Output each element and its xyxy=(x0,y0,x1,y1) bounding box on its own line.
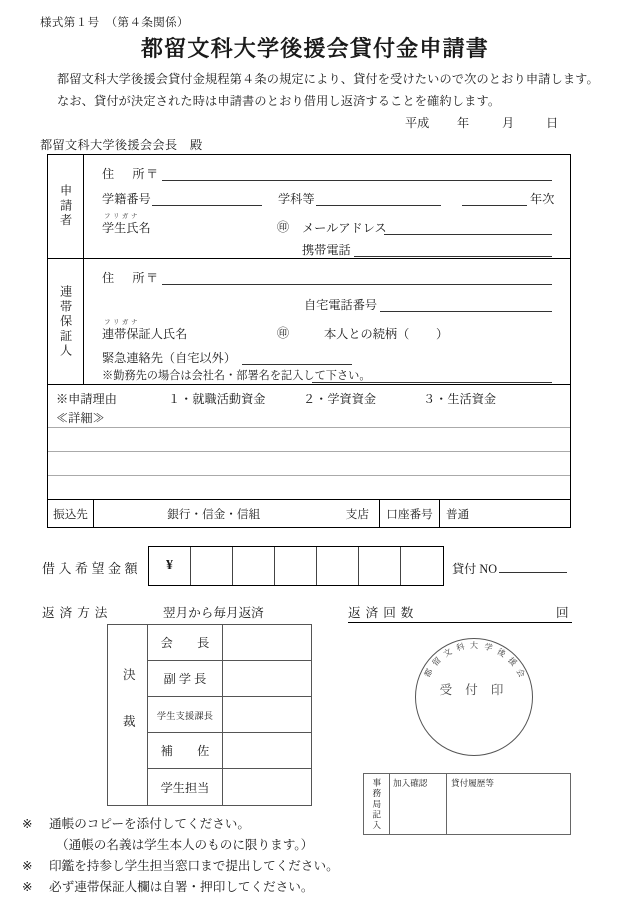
detail-write-line[interactable] xyxy=(48,427,570,451)
applicant-student-no-input[interactable] xyxy=(152,205,262,206)
reason-option-3[interactable]: ３・生活資金 xyxy=(423,392,497,406)
office-loan-history-label: 貸付履歴等 xyxy=(451,778,494,788)
office-membership-check-label: 加入確認 xyxy=(393,778,428,788)
amount-digit-cell[interactable] xyxy=(233,547,275,585)
table-row xyxy=(148,697,311,733)
note-item xyxy=(22,876,339,897)
approval-table-label-cell xyxy=(108,625,148,805)
table-row xyxy=(148,661,311,697)
repayment-count-unit: 回 xyxy=(556,606,569,620)
note-text: 印鑑を持参し学生担当窓口まで提出してください。 xyxy=(49,859,339,873)
stamp-arc-char: 文 xyxy=(441,646,454,659)
office-label-cell xyxy=(364,774,390,834)
bank-name-cell[interactable] xyxy=(94,500,380,527)
applicant-seal-icon: ㊞ xyxy=(277,220,290,234)
detail-write-line[interactable] xyxy=(48,451,570,475)
applicant-department-input[interactable] xyxy=(316,205,441,206)
table-row xyxy=(148,769,311,805)
approval-table xyxy=(107,624,312,806)
approval-role-student-support-chief: 学生支援課長 xyxy=(148,697,223,732)
note-mark-icon: ※ xyxy=(22,880,33,894)
applicant-mobile-input[interactable] xyxy=(354,256,552,257)
loan-no-field xyxy=(452,560,567,577)
applicant-email-input[interactable] xyxy=(384,234,552,235)
loan-amount-grid[interactable] xyxy=(148,546,444,586)
table-row xyxy=(148,625,311,661)
form-number: 様式第１号 （第４条関係） xyxy=(40,17,189,29)
bank-types-label: 銀行・信金・信組 xyxy=(167,508,261,521)
repayment-count-input[interactable] xyxy=(348,622,572,623)
stamp-center-text: 受 付 印 xyxy=(439,683,509,697)
applicant-student-no-label: 学籍番号 xyxy=(102,192,151,206)
approval-table-label: 決裁 xyxy=(120,668,135,762)
applicant-section xyxy=(48,155,570,259)
approval-rows xyxy=(148,625,311,805)
approval-stamp-area[interactable] xyxy=(223,733,311,768)
reason-section xyxy=(48,385,570,427)
guarantor-emergency-label: 緊急連絡先（自宅以外） xyxy=(102,351,237,365)
page-title: 都留文科大学後援会貸付金申請書 xyxy=(140,36,489,61)
main-form-table xyxy=(47,154,571,528)
stamp-arc-char: 科 xyxy=(454,641,466,653)
detail-write-line[interactable] xyxy=(48,475,570,499)
repayment-count-label: 返済回数 xyxy=(348,606,419,620)
bank-transfer-row xyxy=(48,499,570,527)
approval-stamp-area[interactable] xyxy=(223,661,311,696)
guarantor-address-label: 住 所 xyxy=(102,271,148,285)
guarantor-relation-close: ） xyxy=(436,327,449,341)
repayment-method-label: 返済方法 xyxy=(42,606,113,620)
guarantor-name-label: 連帯保証人氏名 xyxy=(102,327,188,341)
office-use-table xyxy=(363,773,571,835)
guarantor-name-furigana-label: フリガナ xyxy=(104,319,141,326)
applicant-section-label: 申請者 xyxy=(58,184,73,229)
reception-stamp xyxy=(415,638,533,756)
approval-role-student-affairs: 学生担当 xyxy=(148,769,223,805)
note-mark-icon: ※ xyxy=(22,859,33,873)
repayment-method-value: 翌月から毎月返済 xyxy=(163,606,264,620)
account-type-cell[interactable]: 普通 xyxy=(446,507,470,521)
reason-option-1[interactable]: １・就職活動資金 xyxy=(168,392,266,406)
currency-symbol: ¥ xyxy=(149,547,191,585)
bank-branch-label: 支店 xyxy=(345,508,369,521)
approval-stamp-area[interactable] xyxy=(223,625,311,660)
stamp-arc-char: 都 xyxy=(422,666,434,679)
office-label: 事務局記入 xyxy=(371,777,382,831)
note-text: 通帳のコピーを添付してください。 xyxy=(49,817,250,831)
approval-stamp-area[interactable] xyxy=(223,697,311,732)
guarantor-section-label: 連帯保証人 xyxy=(58,284,73,359)
guarantor-emergency-input[interactable] xyxy=(242,364,352,365)
guarantor-relation-label: 本人との続柄（ xyxy=(324,327,410,341)
date-era-label: 平成 xyxy=(405,116,430,130)
stamp-arc-char: 援 xyxy=(505,655,518,668)
office-loan-history-cell[interactable] xyxy=(447,774,570,834)
table-row xyxy=(148,733,311,769)
applicant-name-label: 学生氏名 xyxy=(102,221,151,235)
note-text: （通帳の名義は学生本人のものに限ります。） xyxy=(56,838,314,852)
reason-title: ※申請理由 xyxy=(56,392,117,406)
intro-paragraph-line1: 都留文科大学後援会貸付金規程第４条の規定により、貸付を受けたいので次のとおり申請します。 xyxy=(57,72,599,86)
applicant-fields xyxy=(84,155,570,258)
guarantor-address-input[interactable] xyxy=(162,284,552,285)
applicant-year-input[interactable] xyxy=(462,205,527,206)
applicant-year-label: 年次 xyxy=(530,192,555,206)
addressee: 都留文科大学後援会会長 殿 xyxy=(40,138,203,152)
guarantor-fields xyxy=(84,259,570,384)
account-no-label: 口座番号 xyxy=(380,500,440,527)
applicant-mobile-label: 携帯電話 xyxy=(302,243,351,257)
guarantor-postal-mark-icon: 〒 xyxy=(146,271,159,285)
loan-no-label: 貸付 NO xyxy=(452,562,498,576)
detail-label: ≪詳細≫ xyxy=(56,411,105,425)
loan-amount-label: 借入希望金額 xyxy=(42,561,142,576)
amount-digit-cell[interactable] xyxy=(191,547,233,585)
applicant-address-input[interactable] xyxy=(162,180,552,181)
guarantor-home-phone-input[interactable] xyxy=(380,311,552,312)
date-month-label: 月 xyxy=(502,116,515,130)
stamp-arc-char: 後 xyxy=(494,646,507,659)
note-item xyxy=(22,813,339,834)
note-item xyxy=(22,855,339,876)
approval-role-vice-president: 副 学 長 xyxy=(148,661,223,696)
guarantor-seal-icon: ㊞ xyxy=(277,326,290,340)
applicant-section-label-cell xyxy=(48,155,84,258)
guarantor-section xyxy=(48,259,570,385)
note-text: 必ず連帯保証人欄は自署・押印してください。 xyxy=(49,880,314,894)
note-item xyxy=(22,834,339,855)
approval-role-chairman: 会 長 xyxy=(148,625,223,660)
applicant-address-label: 住 所 xyxy=(102,167,148,181)
amount-digit-cell[interactable] xyxy=(401,547,443,585)
date-line xyxy=(405,114,558,131)
amount-digit-cell[interactable] xyxy=(359,547,401,585)
applicant-email-label: メールアドレス xyxy=(302,221,387,235)
approval-role-assistant: 補 佐 xyxy=(148,733,223,768)
office-membership-check-cell[interactable] xyxy=(390,774,447,834)
reason-option-2[interactable]: ２・学資資金 xyxy=(303,392,377,406)
intro-paragraph-line2: なお、貸付が決定された時は申請書のとおり借用し返済することを確約します。 xyxy=(57,94,501,108)
approval-stamp-area[interactable] xyxy=(223,769,311,805)
footer-notes xyxy=(22,813,339,897)
guarantor-section-label-cell xyxy=(48,259,84,384)
note-mark-icon: ※ xyxy=(22,817,33,831)
applicant-name-furigana-label: フリガナ xyxy=(104,213,141,220)
guarantor-workplace-input[interactable] xyxy=(312,382,552,383)
guarantor-home-phone-label: 自宅電話番号 xyxy=(304,298,378,312)
bank-label: 振込先 xyxy=(48,500,94,527)
date-year-label: 年 xyxy=(457,116,470,130)
amount-digit-cell[interactable] xyxy=(317,547,359,585)
date-day-label: 日 xyxy=(546,116,559,130)
stamp-arc-char: 学 xyxy=(482,641,494,653)
stamp-arc-char: 留 xyxy=(430,655,443,668)
amount-digit-cell[interactable] xyxy=(275,547,317,585)
stamp-arc-char: 大 xyxy=(469,640,479,650)
postal-mark-icon: 〒 xyxy=(146,167,159,181)
stamp-arc-char: 会 xyxy=(514,666,526,679)
applicant-department-label: 学科等 xyxy=(278,192,315,206)
loan-no-input[interactable] xyxy=(499,572,567,573)
guarantor-workplace-note: ※勤務先の場合は会社名・部署名を記入して下さい。 xyxy=(102,370,371,382)
